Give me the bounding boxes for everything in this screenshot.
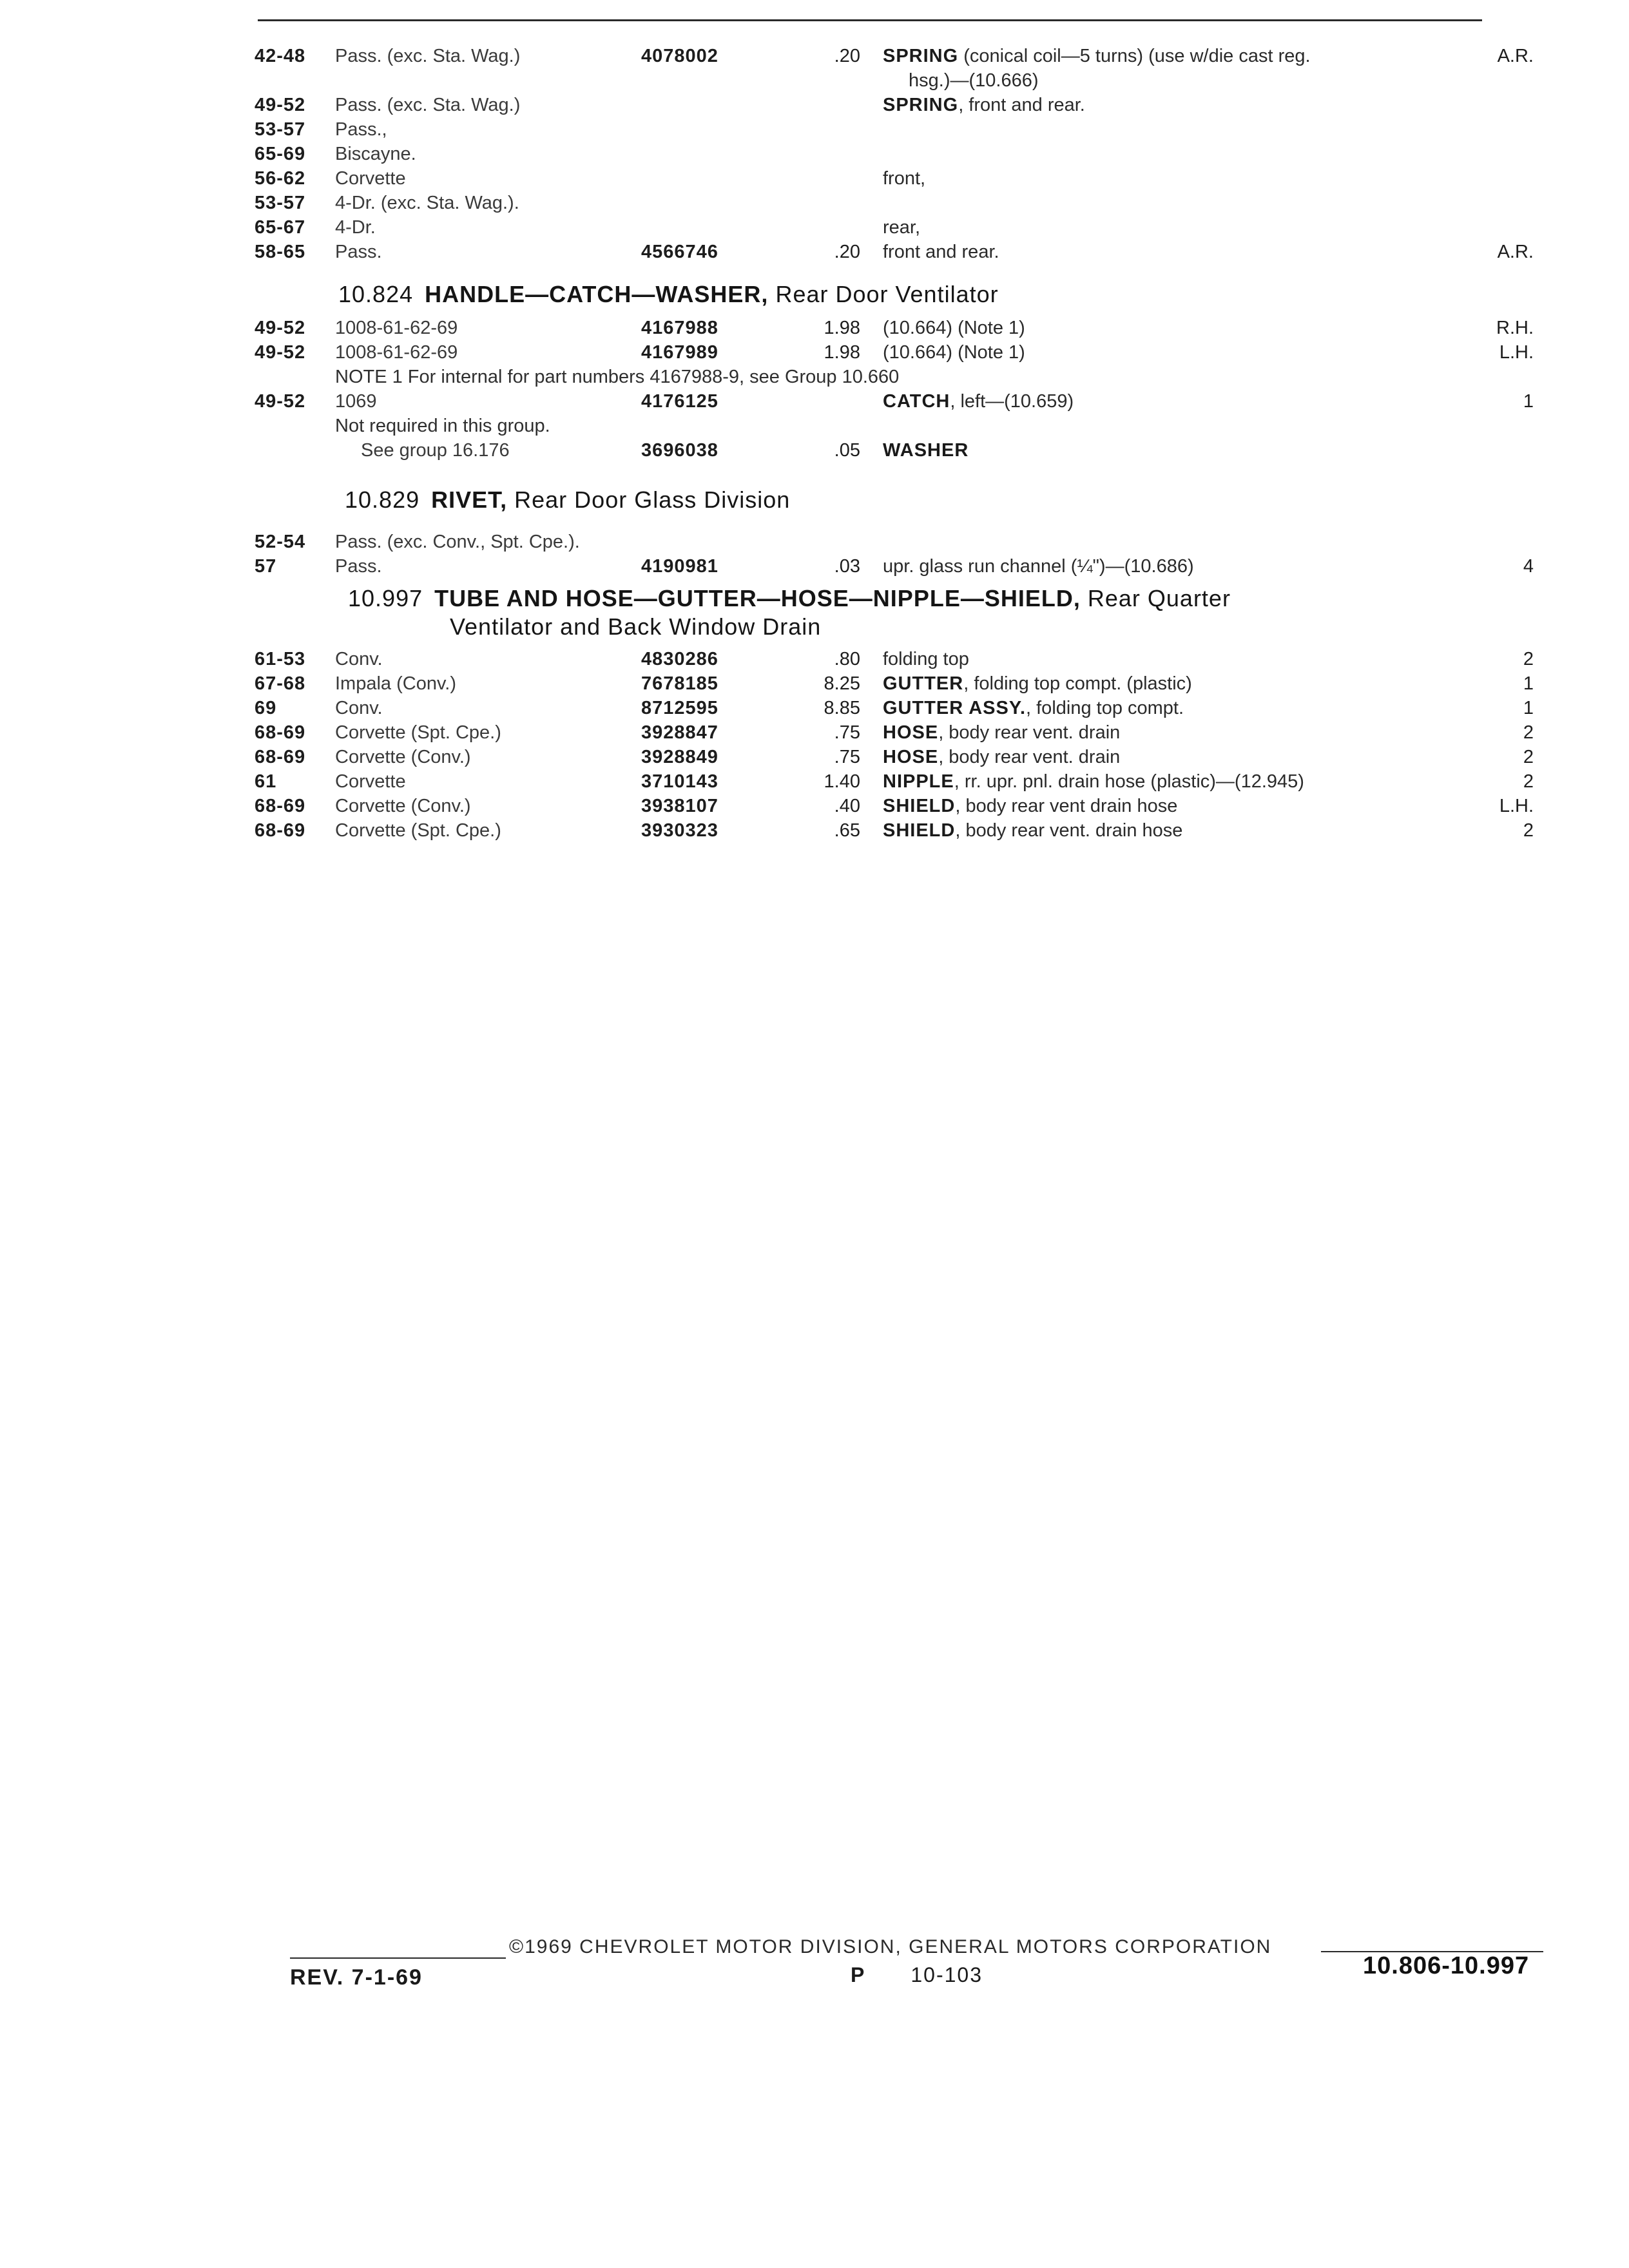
model-name: Pass., <box>335 119 387 140</box>
part-number: 3938107 <box>641 796 718 816</box>
part-detail: , body rear vent. drain <box>938 722 1121 743</box>
model-name: Conv. <box>335 649 383 669</box>
price: 8.25 <box>824 673 860 694</box>
price: .40 <box>834 796 860 816</box>
year-range: 68-69 <box>255 796 306 816</box>
quantity: 2 <box>1523 747 1534 767</box>
table-row <box>255 720 1534 745</box>
quantity: 1 <box>1523 698 1534 718</box>
part-number: 4830286 <box>641 649 718 669</box>
heading-number: 10.997 <box>348 585 423 611</box>
price: .03 <box>834 556 860 577</box>
part-description <box>883 647 1463 671</box>
heading-subtitle-line2: Ventilator and Back Window Drain <box>450 613 822 640</box>
part-name: NIPPLE <box>883 771 954 792</box>
heading-subtitle: Rear Door Ventilator <box>768 281 999 307</box>
model-name: Pass. (exc. Sta. Wag.) <box>335 95 521 115</box>
table-row <box>255 438 1534 463</box>
year-range: 42-48 <box>255 46 306 66</box>
section-heading-10-829 <box>345 486 790 514</box>
year-range: 49-52 <box>255 95 306 115</box>
heading-subtitle: Rear Door Glass Division <box>507 486 791 513</box>
quantity: A.R. <box>1497 242 1534 262</box>
part-detail: , folding top compt. (plastic) <box>963 673 1192 694</box>
price: .80 <box>834 649 860 669</box>
quantity: 4 <box>1523 556 1534 577</box>
price: .75 <box>834 747 860 767</box>
price: .20 <box>834 46 860 66</box>
model-name: 4-Dr. <box>335 217 376 238</box>
part-detail: (conical coil—5 turns) (use w/die cast reg. <box>958 46 1311 66</box>
part-number: 3696038 <box>641 440 718 461</box>
model-name: Biscayne. <box>335 144 416 164</box>
part-number: 3930323 <box>641 820 718 841</box>
model-name: Pass. <box>335 242 382 262</box>
part-detail: upr. glass run channel (¼")—(10.686) <box>883 556 1194 577</box>
model-name: 1008-61-62-69 <box>335 342 458 363</box>
table-row <box>255 696 1534 720</box>
part-number: 4078002 <box>641 46 718 66</box>
part-detail: front and rear. <box>883 242 999 262</box>
year-range: 69 <box>255 698 277 718</box>
spring-section <box>255 44 1534 264</box>
part-number: 4167989 <box>641 342 718 363</box>
part-name: SPRING <box>883 46 959 66</box>
part-detail: , folding top compt. <box>1026 698 1184 718</box>
copyright-line: ©1969 CHEVROLET MOTOR DIVISION, GENERAL MOTORS CORPORATION <box>509 1936 1272 1957</box>
year-range: 53-57 <box>255 119 306 140</box>
heading-title: TUBE AND HOSE—GUTTER—HOSE—NIPPLE—SHIELD, <box>434 585 1081 611</box>
part-detail: front, <box>883 168 926 189</box>
year-range: 61-53 <box>255 649 306 669</box>
table-row <box>255 530 1534 554</box>
year-range: 52-54 <box>255 532 306 552</box>
year-range: 68-69 <box>255 747 306 767</box>
model-name: Corvette (Spt. Cpe.) <box>335 722 501 743</box>
part-description <box>883 240 1463 264</box>
table-row <box>255 191 1534 215</box>
part-detail: rear, <box>883 217 921 238</box>
part-description <box>883 44 1463 93</box>
quantity: 1 <box>1523 391 1534 412</box>
part-description <box>883 745 1463 769</box>
part-number: 7678185 <box>641 673 718 694</box>
quantity: L.H. <box>1499 796 1534 816</box>
page-prefix: P <box>851 1963 866 1986</box>
year-range: 57 <box>255 556 277 577</box>
part-number: 4176125 <box>641 391 718 412</box>
section-heading-10-997-line2 <box>450 613 821 640</box>
part-description <box>883 166 1463 191</box>
table-row <box>255 554 1534 579</box>
model-name: 1069 <box>335 391 377 412</box>
quantity: 2 <box>1523 771 1534 792</box>
year-range: 49-52 <box>255 318 306 338</box>
part-name: HOSE <box>883 722 939 743</box>
quantity: 2 <box>1523 649 1534 669</box>
part-name: GUTTER ASSY. <box>883 698 1027 718</box>
part-name: CATCH <box>883 391 950 412</box>
part-description <box>883 340 1463 365</box>
price: .65 <box>834 820 860 841</box>
quantity: 2 <box>1523 820 1534 841</box>
page-identifier <box>851 1963 983 1987</box>
part-name: SHIELD <box>883 820 956 841</box>
price: 8.85 <box>824 698 860 718</box>
section-heading-10-997 <box>348 585 1231 612</box>
part-description <box>883 316 1463 340</box>
page-number: 10-103 <box>911 1963 983 1986</box>
table-row <box>255 818 1534 843</box>
table-row <box>255 93 1534 117</box>
part-detail: folding top <box>883 649 969 669</box>
year-range: 68-69 <box>255 722 306 743</box>
year-range: 49-52 <box>255 391 306 412</box>
part-name: SPRING <box>883 95 959 115</box>
quantity: 2 <box>1523 722 1534 743</box>
year-range: 58-65 <box>255 242 306 262</box>
year-range: 65-67 <box>255 217 306 238</box>
quantity: L.H. <box>1499 342 1534 363</box>
year-range: 56-62 <box>255 168 306 189</box>
tube-hose-section <box>255 647 1534 843</box>
part-detail-continued: hsg.)—(10.666) <box>909 70 1039 91</box>
table-row <box>255 166 1534 191</box>
year-range: 67-68 <box>255 673 306 694</box>
table-row <box>255 44 1534 93</box>
part-detail: , body rear vent. drain <box>938 747 1121 767</box>
part-name: HOSE <box>883 747 939 767</box>
part-name: SHIELD <box>883 796 956 816</box>
table-row <box>255 340 1534 365</box>
year-range: 53-57 <box>255 193 306 213</box>
part-detail: , left—(10.659) <box>950 391 1074 412</box>
table-row <box>255 389 1534 414</box>
model-name: 4-Dr. (exc. Sta. Wag.). <box>335 193 519 213</box>
table-row <box>255 769 1534 794</box>
year-range: 65-69 <box>255 144 306 164</box>
table-row <box>255 745 1534 769</box>
part-detail: , rr. upr. pnl. drain hose (plastic)—(12.945) <box>954 771 1304 792</box>
part-description <box>883 769 1463 794</box>
heading-number: 10.829 <box>345 486 420 513</box>
heading-subtitle: Rear Quarter <box>1080 585 1231 611</box>
table-row <box>255 142 1534 166</box>
price: .75 <box>834 722 860 743</box>
top-rule <box>258 19 1482 21</box>
part-description <box>883 671 1463 696</box>
part-name: GUTTER <box>883 673 964 694</box>
part-description <box>883 389 1463 414</box>
part-detail: (10.664) (Note 1) <box>883 342 1025 363</box>
model-name: Corvette (Spt. Cpe.) <box>335 820 501 841</box>
part-description <box>883 794 1463 818</box>
price: 1.98 <box>824 318 860 338</box>
part-description <box>883 438 1463 463</box>
price: 1.40 <box>824 771 860 792</box>
quantity: A.R. <box>1497 46 1534 66</box>
part-number: 3928849 <box>641 747 718 767</box>
model-name: See group 16.176 <box>361 440 510 461</box>
handle-catch-washer-section <box>255 316 1534 463</box>
part-description <box>883 818 1463 843</box>
group-range: 10.806-10.997 <box>1363 1952 1530 1979</box>
part-number: 8712595 <box>641 698 718 718</box>
model-name: Corvette <box>335 771 406 792</box>
model-name: Impala (Conv.) <box>335 673 457 694</box>
footnote: NOTE 1 For internal for part numbers 4167988-9, see Group 10.660 <box>335 367 900 387</box>
part-number: 4190981 <box>641 556 718 577</box>
model-name: 1008-61-62-69 <box>335 318 458 338</box>
part-number: 4167988 <box>641 318 718 338</box>
part-description <box>883 696 1463 720</box>
part-number: 3710143 <box>641 771 718 792</box>
footer-rule-left <box>290 1957 506 1959</box>
quantity: 1 <box>1523 673 1534 694</box>
model-name: Corvette <box>335 168 406 189</box>
model-name: Corvette (Conv.) <box>335 796 471 816</box>
quantity: R.H. <box>1496 318 1534 338</box>
table-row <box>255 240 1534 264</box>
table-row <box>255 647 1534 671</box>
table-row <box>255 794 1534 818</box>
heading-title: RIVET, <box>431 486 508 513</box>
rivet-section <box>255 530 1534 579</box>
table-row <box>255 215 1534 240</box>
part-description <box>883 215 1463 240</box>
year-range: 49-52 <box>255 342 306 363</box>
part-detail: , front and rear. <box>958 95 1085 115</box>
part-number: 4566746 <box>641 242 718 262</box>
part-detail: , body rear vent drain hose <box>955 796 1178 816</box>
price: .20 <box>834 242 860 262</box>
part-number: 3928847 <box>641 722 718 743</box>
model-name: Pass. (exc. Conv., Spt. Cpe.). <box>335 532 580 552</box>
not-required-note: Not required in this group. <box>335 416 550 436</box>
part-description <box>883 93 1463 117</box>
table-row <box>255 117 1534 142</box>
heading-title: HANDLE—CATCH—WASHER, <box>425 281 769 307</box>
model-name: Conv. <box>335 698 383 718</box>
model-name: Pass. <box>335 556 382 577</box>
year-range: 61 <box>255 771 277 792</box>
price: .05 <box>834 440 860 461</box>
part-detail: (10.664) (Note 1) <box>883 318 1025 338</box>
model-name: Pass. (exc. Sta. Wag.) <box>335 46 521 66</box>
part-description <box>883 554 1463 579</box>
section-heading-10-824 <box>338 281 999 308</box>
revision-date: REV. 7-1-69 <box>290 1965 423 1990</box>
table-row <box>255 671 1534 696</box>
heading-number: 10.824 <box>338 281 414 307</box>
model-name: Corvette (Conv.) <box>335 747 471 767</box>
part-description <box>883 720 1463 745</box>
year-range: 68-69 <box>255 820 306 841</box>
table-row <box>255 316 1534 340</box>
part-detail: , body rear vent. drain hose <box>955 820 1183 841</box>
part-name: WASHER <box>883 440 969 461</box>
price: 1.98 <box>824 342 860 363</box>
